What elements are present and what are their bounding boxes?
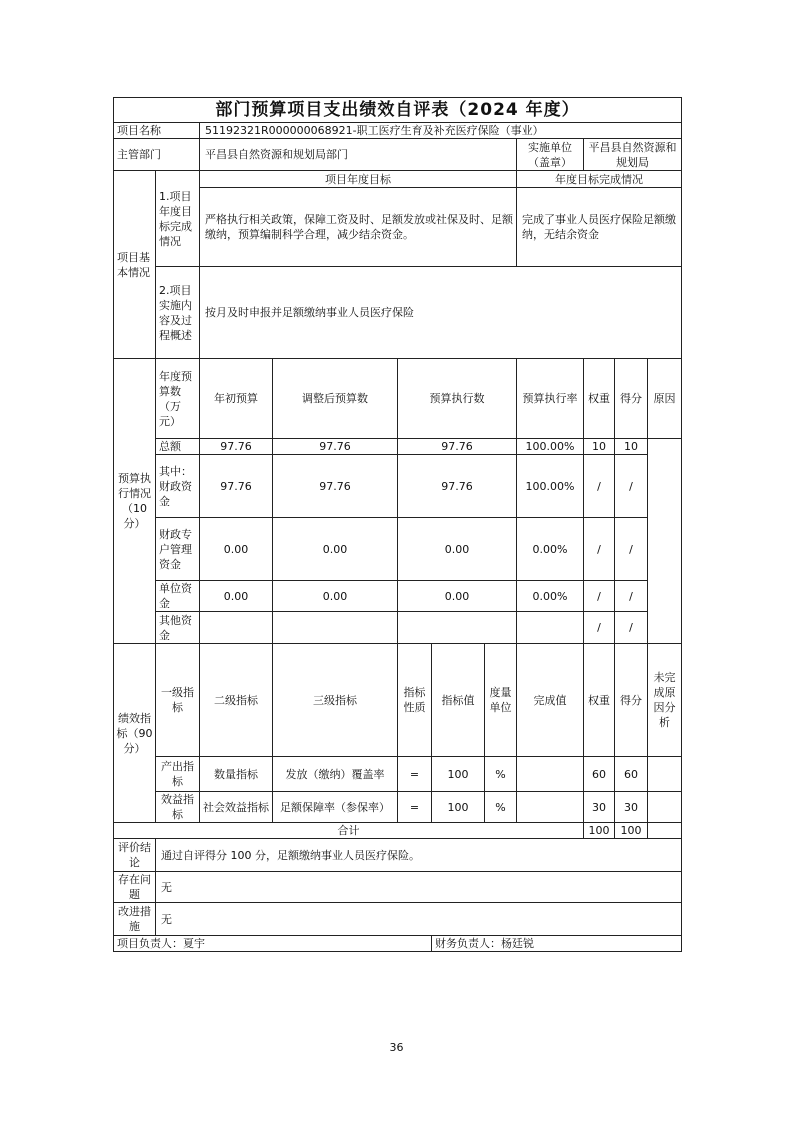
perf-header: 二级指标 [200,644,273,757]
impl-label: 实施单位（盖章） [517,139,584,171]
budget-header: 得分 [615,359,648,439]
perf-label: 绩效指标（90分） [114,644,156,823]
budget-cell: 0.00% [517,518,584,581]
perf-cell: 100 [432,757,485,792]
budget-header: 年度预算数（万元） [156,359,200,439]
perf-header: 完成值 [517,644,584,757]
budget-cell: 97.76 [273,439,398,455]
perf-cell: 30 [584,792,615,823]
budget-label: 预算执行情况（10分） [114,359,156,644]
done-text: 完成了事业人员医疗保险足额缴纳，无结余资金 [517,188,682,267]
budget-cell: 其他资金 [156,612,200,644]
impl-content-label: 2.项目实施内容及过程概述 [156,267,200,359]
perf-row [114,792,682,823]
budget-cell: 0.00 [200,581,273,612]
budget-cell: 97.76 [273,455,398,518]
perf-cell: 足额保障率（参保率） [273,792,398,823]
budget-cell: 总额 [156,439,200,455]
goal-label: 1.项目年度目标完成情况 [156,171,200,267]
budget-cell: 10 [615,439,648,455]
budget-cell: 97.76 [398,455,517,518]
budget-cell: 10 [584,439,615,455]
total-score: 100 [615,823,648,839]
budget-cell: / [615,518,648,581]
budget-cell: 97.76 [200,455,273,518]
problem-label: 存在问题 [114,872,156,903]
budget-cell: 0.00 [273,518,398,581]
budget-cell: / [584,455,615,518]
conclusion-label: 评价结论 [114,839,156,872]
finance-leader: 财务负责人：杨廷锐 [432,936,682,952]
problem: 无 [156,872,682,903]
perf-cell: 100 [432,792,485,823]
budget-cell: 0.00 [200,518,273,581]
perf-cell: 效益指标 [156,792,200,823]
perf-header: 指标值 [432,644,485,757]
dept: 平昌县自然资源和规划局部门 [200,139,517,171]
budget-cell: 97.76 [200,439,273,455]
budget-cell: / [584,518,615,581]
budget-header: 调整后预算数 [273,359,398,439]
perf-cell [648,792,682,823]
project-name-label: 项目名称 [114,123,200,139]
budget-row [114,612,682,644]
project-leader: 项目负责人：夏宇 [114,936,432,952]
perf-cell: 社会效益指标 [200,792,273,823]
perf-cell [648,757,682,792]
page-number: 36 [389,1041,404,1054]
budget-cell: 其中：财政资金 [156,455,200,518]
perf-cell: % [485,792,517,823]
perf-header: 度量单位 [485,644,517,757]
budget-cell [398,612,517,644]
budget-cell [273,612,398,644]
dept-label: 主管部门 [114,139,200,171]
budget-header: 预算执行率 [517,359,584,439]
budget-row [114,439,682,455]
perf-cell: 产出指标 [156,757,200,792]
total-label: 合计 [114,823,584,839]
budget-row [114,455,682,518]
budget-header: 预算执行数 [398,359,517,439]
budget-cell: / [584,581,615,612]
budget-header: 权重 [584,359,615,439]
conclusion: 通过自评得分 100 分，足额缴纳事业人员医疗保险。 [156,839,682,872]
perf-header: 未完成原因分析 [648,644,682,757]
improve-label: 改进措施 [114,903,156,936]
budget-cell: / [615,612,648,644]
impl: 平昌县自然资源和规划局 [584,139,682,171]
budget-cell: 0.00% [517,581,584,612]
budget-cell: 100.00% [517,455,584,518]
done-header: 年度目标完成情况 [517,171,682,188]
reason-cell [648,439,682,644]
budget-header: 原因 [648,359,682,439]
budget-cell: 0.00 [398,518,517,581]
perf-header: 指标性质 [398,644,432,757]
perf-cell: 60 [615,757,648,792]
impl-content: 按月及时申报并足额缴纳事业人员医疗保险 [200,267,682,359]
perf-cell [517,792,584,823]
budget-cell [517,612,584,644]
budget-row [114,581,682,612]
budget-cell: 财政专户管理资金 [156,518,200,581]
total-weight: 100 [584,823,615,839]
budget-cell: 0.00 [273,581,398,612]
improve: 无 [156,903,682,936]
budget-header: 年初预算 [200,359,273,439]
goal-text: 严格执行相关政策，保障工资及时、足额发放或社保及时、足额缴纳，预算编制科学合理，减少结余资金。 [200,188,517,267]
total-blank [648,823,682,839]
budget-cell [200,612,273,644]
goal-header: 项目年度目标 [200,171,517,188]
budget-cell: 97.76 [398,439,517,455]
perf-header: 权重 [584,644,615,757]
project-name: 51192321R000000068921-职工医疗生育及补充医疗保险（事业） [200,123,682,139]
perf-row [114,757,682,792]
perf-cell: 60 [584,757,615,792]
basic-label: 项目基本情况 [114,171,156,359]
perf-cell: = [398,792,432,823]
budget-row [114,518,682,581]
budget-cell: / [584,612,615,644]
perf-cell: = [398,757,432,792]
perf-cell: 发放（缴纳）覆盖率 [273,757,398,792]
budget-cell: 100.00% [517,439,584,455]
perf-cell: % [485,757,517,792]
self-evaluation-table [113,97,682,952]
perf-cell: 数量指标 [200,757,273,792]
budget-cell: 0.00 [398,581,517,612]
perf-cell: 30 [615,792,648,823]
budget-cell: / [615,455,648,518]
budget-cell: 单位资金 [156,581,200,612]
budget-cell: / [615,581,648,612]
page-title: 部门预算项目支出绩效自评表（2024 年度） [114,98,682,123]
perf-cell [517,757,584,792]
perf-header: 一级指标 [156,644,200,757]
perf-header: 得分 [615,644,648,757]
perf-header: 三级指标 [273,644,398,757]
